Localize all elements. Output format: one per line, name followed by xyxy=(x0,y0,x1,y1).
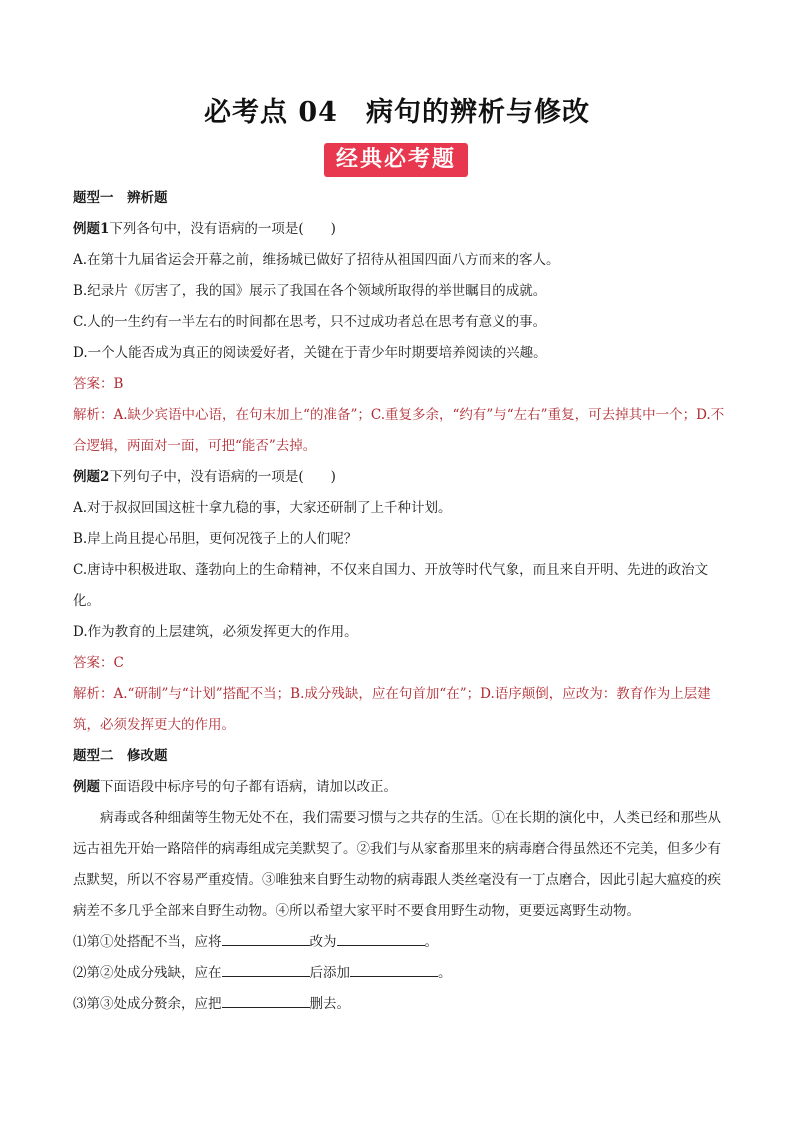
answer-blank[interactable] xyxy=(222,962,310,977)
answer-blank[interactable] xyxy=(222,993,310,1008)
question-2-option-b: B.岸上尚且提心吊胆，更何况筏子上的人们呢？ xyxy=(73,531,358,547)
answer-blank[interactable] xyxy=(337,931,425,946)
question-1-option-c: C.人的一生约有一半左右的时间都在思考，只不过成功者总在思考有意义的事。 xyxy=(73,314,547,330)
section-heading-1: 题型一 辨析题 xyxy=(73,190,168,206)
fill-item-1-middle: 改为 xyxy=(309,934,337,950)
page-title: 必考点 04 病句的辨析与修改 xyxy=(204,97,590,128)
fill-item-2 xyxy=(73,958,725,989)
question-2-answer: 答案：C xyxy=(73,655,124,671)
question-1-option-d: D.一个人能否成为真正的阅读爱好者，关键在于青少年时期要培养阅读的兴趣。 xyxy=(73,345,547,361)
question-2-option-c: C.唐诗中积极进取、蓬勃向上的生命精神，不仅来自国力、开放等时代气象，而且来自开明、先进的政治文化。 xyxy=(73,562,709,609)
question-2-stem xyxy=(73,462,725,493)
question-2-label: 例题2 xyxy=(73,469,110,485)
question-2-option-d: D.作为教育的上层建筑，必须发挥更大的作用。 xyxy=(73,624,358,640)
category-badge: 经典必考题 xyxy=(324,143,468,177)
question-1-answer: 答案：B xyxy=(73,376,124,392)
document-content xyxy=(73,183,725,1020)
question-2-text: 下列句子中，没有语病的一项是( ) xyxy=(109,469,336,485)
question-1-option-b: B.纪录片《厉害了，我的国》展示了我国在各个领域所取得的举世瞩目的成就。 xyxy=(73,283,547,299)
fill-item-2-middle: 后添加 xyxy=(309,965,350,981)
fill-item-2-suffix: 。 xyxy=(438,965,452,981)
question-2-analysis: 解析：A.“研制”与“计划”搭配不当；B.成分残缺，应在句首加“在”；D.语序颠倒，应改为：教育作为上层建筑，必须发挥更大的作用。 xyxy=(73,686,711,733)
fill-item-2-prefix: ⑵第②处成分残缺，应在 xyxy=(73,965,222,981)
fill-item-1-prefix: ⑴第①处搭配不当，应将 xyxy=(73,934,222,950)
question-1-label: 例题1 xyxy=(73,221,110,237)
question-1-text: 下列各句中，没有语病的一项是( ) xyxy=(109,221,336,237)
question-3-passage: 病毒或各种细菌等生物无处不在，我们需要习惯与之共存的生活。①在长期的演化中，人类已经和那些从远古祖先开始一路陪伴的病毒组成完美默契了。②我们与从家畜那里来的病毒磨合得虽然还不完美，但多少有点默契，所以不容易严重疫情。③唯独来自野生动物的病毒跟人类丝毫没有一丁点磨合，因此引起大瘟疫的疾病差不多几乎全部来自野生动物。④所以希望大家平时不要食用野生动物，更要远离野生动物。 xyxy=(73,810,721,919)
answer-blank[interactable] xyxy=(350,962,438,977)
question-3-stem xyxy=(73,772,725,803)
fill-item-1-suffix: 。 xyxy=(424,934,438,950)
question-1-analysis: 解析：A.缺少宾语中心语，在句末加上“的准备”；C.重复多余，“约有”与“左右”重复，可去掉其中一个；D.不合逻辑，两面对一面，可把“能否”去掉。 xyxy=(73,407,725,454)
fill-item-1 xyxy=(73,927,725,958)
fill-item-3 xyxy=(73,989,725,1020)
fill-item-3-suffix: 删去。 xyxy=(309,996,350,1012)
question-3-text: 下面语段中标序号的句子都有语病，请加以改正。 xyxy=(100,779,397,795)
answer-blank[interactable] xyxy=(222,931,310,946)
question-2-option-a: A.对于叔叔回国这桩十拿九稳的事，大家还研制了上千种计划。 xyxy=(73,500,452,516)
question-3-label: 例题 xyxy=(73,779,100,795)
section-heading-2: 题型二 修改题 xyxy=(73,748,168,764)
question-1-stem xyxy=(73,214,725,245)
fill-item-3-prefix: ⑶第③处成分赘余，应把 xyxy=(73,996,222,1012)
question-1-option-a: A.在第十九届省运会开幕之前，维扬城已做好了招待从祖国四面八方而来的客人。 xyxy=(73,252,560,268)
